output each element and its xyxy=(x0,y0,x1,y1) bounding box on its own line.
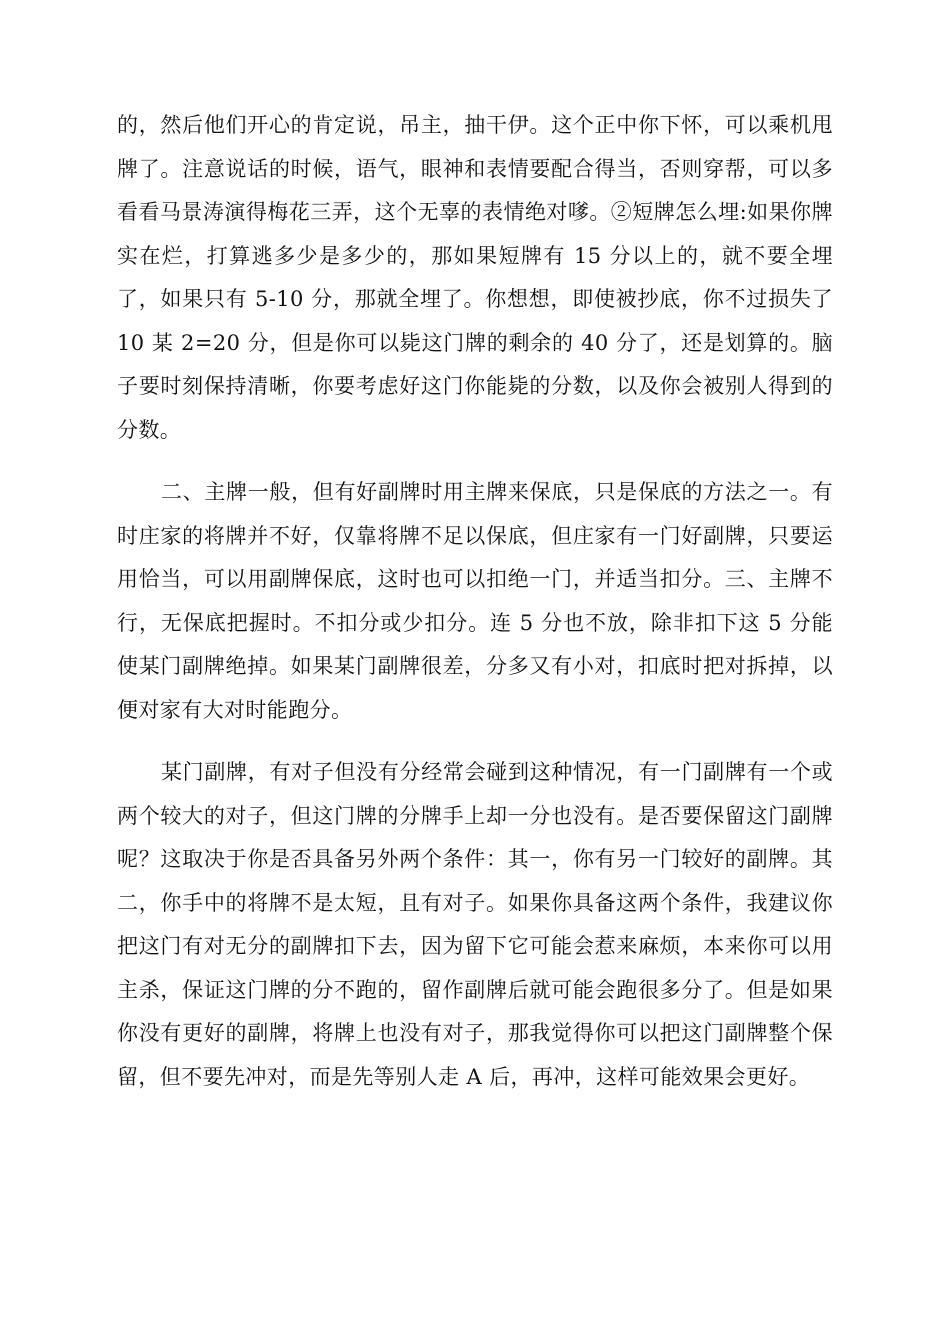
paragraph-side-suit-pairs: 某门副牌，有对子但没有分经常会碰到这种情况，有一门副牌有一个或两个较大的对子，但这门牌的分牌手上却一分也没有。是否要保留这门副牌呢？这取决于你是否具备另外两个条件：其一，你有另一门较好的副牌。其二，你手中的将牌不是太短，且有对子。如果你具备这两个条件，我建议你把这门有对无分的副牌扣下去，因为留下它可能会惹来麻烦，本来你可以用主杀，保证这门牌的分不跑的，留作副牌后就可能会跑很多分了。但是如果你没有更好的副牌，将牌上也没有对子，那我觉得你可以把这门副牌整个保留，但不要先冲对，而是先等别人走 A 后，再冲，这样可能效果会更好。 xyxy=(117,760,833,1089)
paragraph-continuation: 的，然后他们开心的肯定说，吊主，抽干伊。这个正中你下怀，可以乘机甩牌了。注意说话的时候，语气，眼神和表情要配合得当，否则穿帮，可以多看看马景涛演得梅花三弄，这个无辜的表情绝对嗲。②短牌怎么埋:如果你牌实在烂，打算逃多少是多少的，那如果短牌有 15 分以上的，就不要全埋了，如果只有 5-10 分，那就全埋了。你想想，即使被抄底，你不过损失了 10 某 2=20 分，但是你可以毙这门牌的剩余的 40 分了，还是划算的。脑子要时刻保持清晰，你要考虑好这门你能毙的分数，以及你会被别人得到的分数。 xyxy=(117,113,833,442)
paragraph-section-two: 二、主牌一般，但有好副牌时用主牌来保底，只是保底的方法之一。有时庄家的将牌并不好，仅靠将牌不足以保底，但庄家有一门好副牌，只要运用恰当，可以用副牌保底，这时也可以扣绝一门，并适当扣分。三、主牌不行，无保底把握时。不扣分或少扣分。连 5 分也不放，除非扣下这 5 分能使某门副牌绝掉。如果某门副牌很差，分多又有小对，扣底时把对拆掉，以便对家有大对时能跑分。 xyxy=(117,480,833,722)
document-body xyxy=(117,104,833,1099)
